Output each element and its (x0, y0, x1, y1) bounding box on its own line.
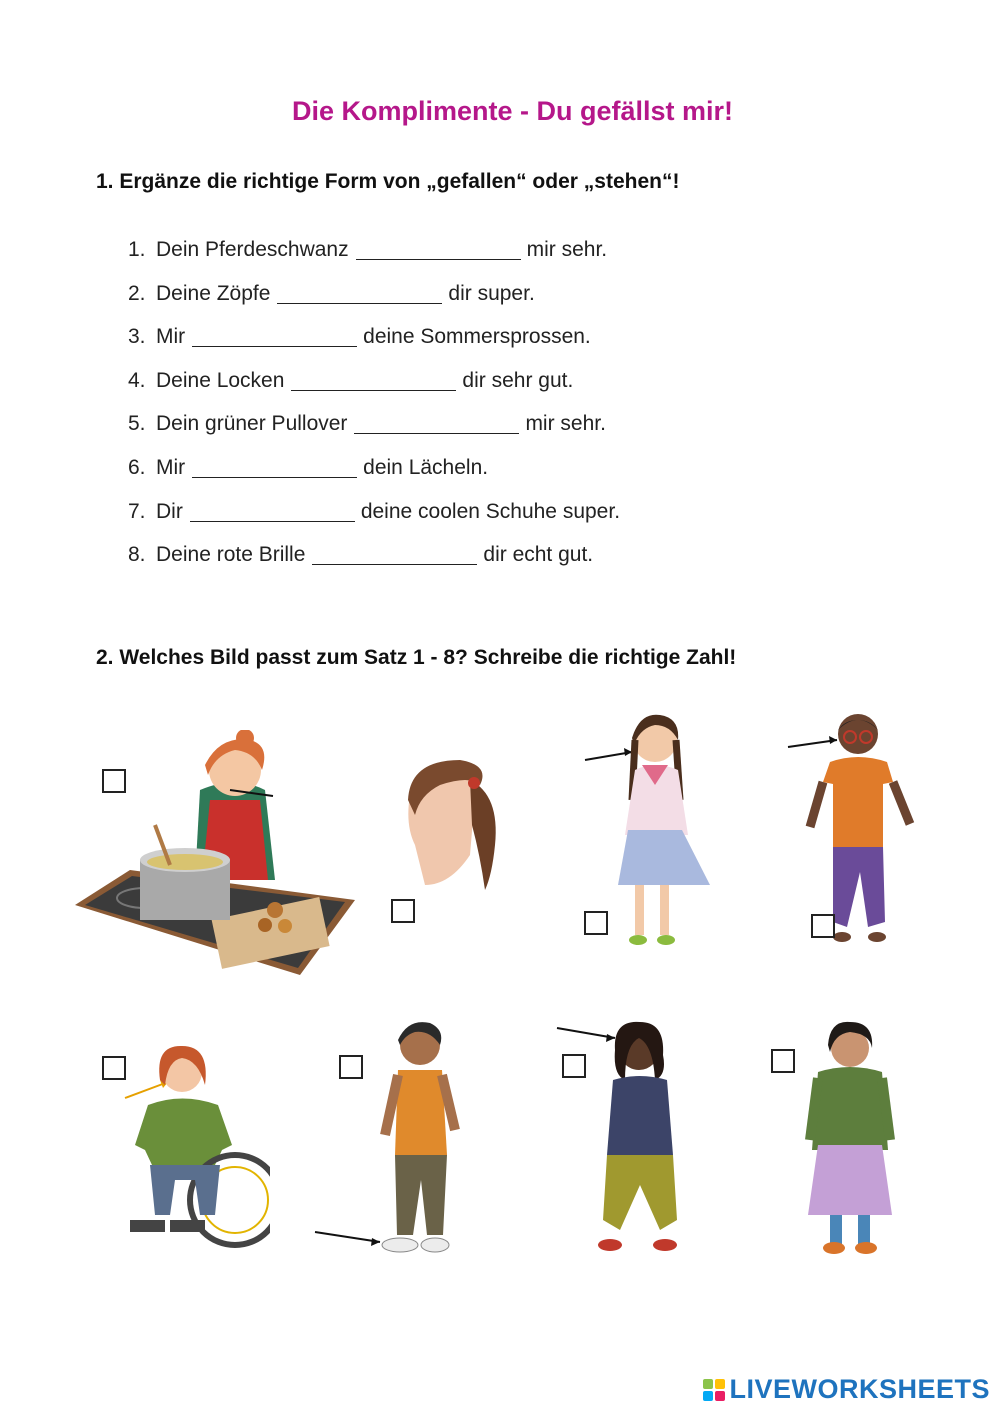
answer-blank-1[interactable] (356, 241, 521, 260)
sentence-5: 5. Dein grüner Pullover mir sehr. (128, 412, 606, 436)
sentence-1: 1. Dein Pferdeschwanz mir sehr. (128, 238, 608, 261)
cooking-girl-illustration (70, 730, 360, 980)
sentence-4: 4. Deine Locken dir sehr gut. (128, 368, 574, 392)
answer-blank-7[interactable] (190, 503, 355, 522)
task1-heading: 1. Ergänze die richtige Form von „gefallen“ oder „stehen“! (96, 170, 680, 193)
task2-heading: 2. Welches Bild passt zum Satz 1 - 8? Schreibe die richtige Zahl! (96, 646, 737, 669)
answer-blank-5[interactable] (354, 415, 519, 434)
woman-wheelchair-illustration (110, 1040, 270, 1265)
boy-sneakers-illustration (310, 1020, 470, 1265)
answer-blank-4[interactable] (291, 372, 456, 391)
answer-blank-6[interactable] (192, 459, 357, 478)
sentence-7: 7. Dir deine coolen Schuhe super. (128, 499, 621, 523)
girl-green-pullover-illustration (800, 1020, 900, 1265)
boy-glasses-illustration (785, 712, 925, 957)
answer-blank-8[interactable] (312, 546, 477, 565)
picture-6-answer-box[interactable] (339, 1055, 363, 1079)
logo-mark-icon (703, 1379, 725, 1401)
sentence-2: 2. Deine Zöpfe dir super. (128, 281, 535, 305)
picture-1-answer-box[interactable] (102, 769, 126, 793)
sentence-list (128, 238, 620, 587)
sentence-8: 8. Deine rote Brille dir echt gut. (128, 543, 594, 567)
sentence-6: 6. Mir dein Lächeln. (128, 455, 489, 479)
worksheet-title: Die Komplimente - Du gefällst mir! (291, 96, 734, 126)
answer-blank-3[interactable] (192, 328, 357, 347)
picture-3-answer-box[interactable] (584, 911, 608, 935)
answer-blank-2[interactable] (277, 285, 442, 304)
sentence-3: 3. Mir deine Sommersprossen. (128, 325, 591, 349)
liveworksheets-logo (703, 1374, 990, 1405)
picture-7-answer-box[interactable] (562, 1054, 586, 1078)
logo-text: LIVEWORKSHEETS (729, 1374, 990, 1404)
picture-4-answer-box[interactable] (811, 914, 835, 938)
ponytail-head-illustration (400, 755, 510, 895)
picture-2-answer-box[interactable] (391, 899, 415, 923)
picture-8-answer-box[interactable] (771, 1049, 795, 1073)
picture-5-answer-box[interactable] (102, 1056, 126, 1080)
